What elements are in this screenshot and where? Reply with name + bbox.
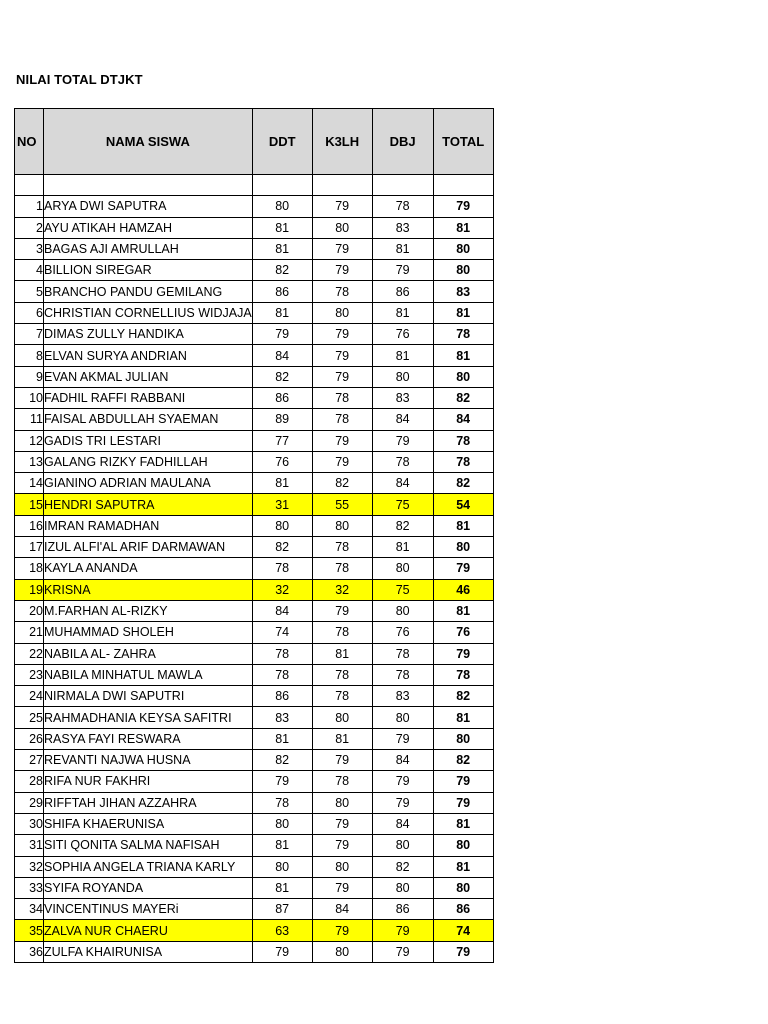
table-row (15, 771, 494, 792)
grades-table (14, 108, 494, 963)
cell-k3lh: 79 (312, 600, 372, 621)
cell-student-name: MUHAMMAD SHOLEH (44, 622, 253, 643)
cell-dbj: 76 (372, 622, 433, 643)
cell-ddt: 81 (252, 238, 312, 259)
cell-k3lh: 78 (312, 409, 372, 430)
cell-k3lh: 79 (312, 430, 372, 451)
cell-k3lh: 78 (312, 622, 372, 643)
cell-student-name: ELVAN SURYA ANDRIAN (44, 345, 253, 366)
cell-dbj: 83 (372, 387, 433, 408)
cell-no: 25 (15, 707, 44, 728)
cell-total: 79 (433, 941, 493, 962)
cell-ddt: 82 (252, 750, 312, 771)
table-row-highlighted (15, 920, 494, 941)
cell-total: 78 (433, 451, 493, 472)
cell-total: 80 (433, 728, 493, 749)
table-row (15, 750, 494, 771)
cell-total: 79 (433, 771, 493, 792)
cell-no: 29 (15, 792, 44, 813)
cell-no: 35 (15, 920, 44, 941)
table-row-highlighted (15, 579, 494, 600)
cell-student-name: IMRAN RAMADHAN (44, 515, 253, 536)
cell-ddt: 83 (252, 707, 312, 728)
table-row (15, 813, 494, 834)
cell-total: 80 (433, 877, 493, 898)
table-row (15, 622, 494, 643)
table-row (15, 217, 494, 238)
cell-total: 81 (433, 302, 493, 323)
cell-student-name: BAGAS AJI AMRULLAH (44, 238, 253, 259)
cell-k3lh: 81 (312, 643, 372, 664)
cell-k3lh: 82 (312, 473, 372, 494)
table-row (15, 686, 494, 707)
cell-student-name: FADHIL RAFFI RABBANI (44, 387, 253, 408)
cell-student-name: BRANCHO PANDU GEMILANG (44, 281, 253, 302)
cell-student-name: NABILA MINHATUL MAWLA (44, 664, 253, 685)
cell-ddt: 79 (252, 771, 312, 792)
table-row (15, 643, 494, 664)
cell-ddt: 82 (252, 260, 312, 281)
cell-k3lh: 78 (312, 387, 372, 408)
cell-k3lh: 55 (312, 494, 372, 515)
document-title: NILAI TOTAL DTJKT (16, 72, 143, 87)
cell-no: 20 (15, 600, 44, 621)
cell-total: 78 (433, 324, 493, 345)
cell-ddt: 86 (252, 686, 312, 707)
cell-dbj: 81 (372, 302, 433, 323)
table-row (15, 515, 494, 536)
cell-student-name: SHIFA KHAERUNISA (44, 813, 253, 834)
spacer-cell (252, 175, 312, 196)
table-row (15, 941, 494, 962)
cell-ddt: 81 (252, 473, 312, 494)
cell-student-name: ZULFA KHAIRUNISA (44, 941, 253, 962)
cell-k3lh: 79 (312, 920, 372, 941)
cell-k3lh: 79 (312, 813, 372, 834)
cell-k3lh: 80 (312, 217, 372, 238)
cell-k3lh: 79 (312, 877, 372, 898)
cell-ddt: 81 (252, 217, 312, 238)
cell-student-name: REVANTI NAJWA HUSNA (44, 750, 253, 771)
cell-student-name: RIFA NUR FAKHRI (44, 771, 253, 792)
cell-k3lh: 79 (312, 324, 372, 345)
header-k3lh: K3LH (312, 109, 372, 175)
cell-student-name: IZUL ALFI'AL ARIF DARMAWAN (44, 537, 253, 558)
cell-no: 6 (15, 302, 44, 323)
spacer-cell (372, 175, 433, 196)
table-row (15, 792, 494, 813)
cell-ddt: 82 (252, 537, 312, 558)
table-row (15, 281, 494, 302)
table-row (15, 877, 494, 898)
cell-student-name: HENDRI SAPUTRA (44, 494, 253, 515)
table-row (15, 728, 494, 749)
cell-k3lh: 79 (312, 366, 372, 387)
cell-ddt: 81 (252, 835, 312, 856)
cell-total: 80 (433, 835, 493, 856)
spacer-cell (433, 175, 493, 196)
cell-student-name: GALANG RIZKY FADHILLAH (44, 451, 253, 472)
cell-k3lh: 80 (312, 792, 372, 813)
cell-student-name: AYU ATIKAH HAMZAH (44, 217, 253, 238)
header-spacer-row (15, 175, 494, 196)
cell-dbj: 81 (372, 238, 433, 259)
cell-student-name: RASYA FAYI RESWARA (44, 728, 253, 749)
cell-dbj: 84 (372, 409, 433, 430)
cell-student-name: KAYLA ANANDA (44, 558, 253, 579)
cell-ddt: 78 (252, 792, 312, 813)
cell-student-name: EVAN AKMAL JULIAN (44, 366, 253, 387)
cell-ddt: 78 (252, 664, 312, 685)
cell-total: 78 (433, 664, 493, 685)
header-total: TOTAL (433, 109, 493, 175)
cell-dbj: 82 (372, 515, 433, 536)
cell-dbj: 82 (372, 856, 433, 877)
cell-total: 81 (433, 707, 493, 728)
cell-no: 13 (15, 451, 44, 472)
cell-k3lh: 79 (312, 750, 372, 771)
table-row-highlighted (15, 494, 494, 515)
table-row (15, 238, 494, 259)
cell-student-name: SOPHIA ANGELA TRIANA KARLY (44, 856, 253, 877)
table-row (15, 366, 494, 387)
cell-dbj: 84 (372, 813, 433, 834)
cell-dbj: 84 (372, 473, 433, 494)
cell-k3lh: 79 (312, 260, 372, 281)
spacer-cell (15, 175, 44, 196)
cell-k3lh: 80 (312, 856, 372, 877)
table-row (15, 409, 494, 430)
cell-total: 80 (433, 366, 493, 387)
cell-dbj: 86 (372, 281, 433, 302)
cell-dbj: 84 (372, 750, 433, 771)
cell-student-name: CHRISTIAN CORNELLIUS WIDJAJA (44, 302, 253, 323)
cell-total: 80 (433, 238, 493, 259)
cell-ddt: 81 (252, 877, 312, 898)
cell-no: 5 (15, 281, 44, 302)
cell-dbj: 83 (372, 217, 433, 238)
cell-no: 2 (15, 217, 44, 238)
cell-no: 23 (15, 664, 44, 685)
cell-dbj: 78 (372, 643, 433, 664)
cell-ddt: 87 (252, 899, 312, 920)
cell-student-name: SYIFA ROYANDA (44, 877, 253, 898)
cell-no: 17 (15, 537, 44, 558)
cell-total: 79 (433, 196, 493, 217)
cell-total: 81 (433, 217, 493, 238)
cell-ddt: 86 (252, 387, 312, 408)
cell-ddt: 80 (252, 196, 312, 217)
table-row (15, 324, 494, 345)
spacer-cell (44, 175, 253, 196)
cell-total: 82 (433, 750, 493, 771)
table-row (15, 451, 494, 472)
cell-no: 4 (15, 260, 44, 281)
cell-ddt: 82 (252, 366, 312, 387)
cell-total: 80 (433, 260, 493, 281)
cell-dbj: 79 (372, 260, 433, 281)
cell-total: 84 (433, 409, 493, 430)
cell-student-name: GIANINO ADRIAN MAULANA (44, 473, 253, 494)
cell-dbj: 81 (372, 537, 433, 558)
cell-student-name: GADIS TRI LESTARI (44, 430, 253, 451)
cell-no: 14 (15, 473, 44, 494)
cell-k3lh: 78 (312, 537, 372, 558)
cell-dbj: 80 (372, 877, 433, 898)
cell-total: 81 (433, 600, 493, 621)
cell-ddt: 63 (252, 920, 312, 941)
header-dbj: DBJ (372, 109, 433, 175)
table-row (15, 899, 494, 920)
cell-ddt: 89 (252, 409, 312, 430)
cell-student-name: SITI QONITA SALMA NAFISAH (44, 835, 253, 856)
cell-student-name: FAISAL ABDULLAH SYAEMAN (44, 409, 253, 430)
cell-no: 26 (15, 728, 44, 749)
cell-no: 9 (15, 366, 44, 387)
cell-total: 86 (433, 899, 493, 920)
cell-k3lh: 78 (312, 558, 372, 579)
cell-no: 27 (15, 750, 44, 771)
cell-no: 21 (15, 622, 44, 643)
cell-no: 24 (15, 686, 44, 707)
table-header-row (15, 109, 494, 175)
cell-ddt: 78 (252, 643, 312, 664)
table-row (15, 707, 494, 728)
header-ddt: DDT (252, 109, 312, 175)
table-row (15, 196, 494, 217)
cell-ddt: 31 (252, 494, 312, 515)
cell-student-name: NIRMALA DWI SAPUTRI (44, 686, 253, 707)
cell-no: 12 (15, 430, 44, 451)
cell-k3lh: 79 (312, 835, 372, 856)
cell-dbj: 79 (372, 792, 433, 813)
cell-k3lh: 79 (312, 238, 372, 259)
table-row (15, 473, 494, 494)
cell-no: 30 (15, 813, 44, 834)
cell-ddt: 78 (252, 558, 312, 579)
cell-student-name: BILLION SIREGAR (44, 260, 253, 281)
cell-dbj: 78 (372, 196, 433, 217)
cell-no: 34 (15, 899, 44, 920)
cell-dbj: 83 (372, 686, 433, 707)
cell-k3lh: 79 (312, 345, 372, 366)
table-row (15, 260, 494, 281)
cell-ddt: 79 (252, 941, 312, 962)
cell-total: 82 (433, 473, 493, 494)
cell-dbj: 79 (372, 728, 433, 749)
cell-student-name: ZALVA NUR CHAERU (44, 920, 253, 941)
cell-no: 32 (15, 856, 44, 877)
cell-student-name: ARYA DWI SAPUTRA (44, 196, 253, 217)
cell-ddt: 81 (252, 728, 312, 749)
cell-no: 19 (15, 579, 44, 600)
cell-k3lh: 79 (312, 451, 372, 472)
cell-total: 80 (433, 537, 493, 558)
cell-total: 81 (433, 856, 493, 877)
header-no: NO (15, 109, 44, 175)
table-row (15, 664, 494, 685)
cell-no: 33 (15, 877, 44, 898)
cell-no: 16 (15, 515, 44, 536)
cell-no: 28 (15, 771, 44, 792)
cell-ddt: 81 (252, 302, 312, 323)
cell-student-name: VINCENTINUS MAYERi (44, 899, 253, 920)
cell-ddt: 84 (252, 345, 312, 366)
cell-ddt: 32 (252, 579, 312, 600)
cell-no: 31 (15, 835, 44, 856)
cell-student-name: RIFFTAH JIHAN AZZAHRA (44, 792, 253, 813)
cell-total: 54 (433, 494, 493, 515)
cell-no: 18 (15, 558, 44, 579)
cell-ddt: 77 (252, 430, 312, 451)
cell-total: 82 (433, 686, 493, 707)
cell-no: 36 (15, 941, 44, 962)
cell-dbj: 78 (372, 664, 433, 685)
cell-k3lh: 78 (312, 686, 372, 707)
cell-k3lh: 32 (312, 579, 372, 600)
cell-dbj: 80 (372, 366, 433, 387)
cell-k3lh: 80 (312, 941, 372, 962)
table-row (15, 387, 494, 408)
cell-k3lh: 78 (312, 771, 372, 792)
cell-ddt: 74 (252, 622, 312, 643)
table-row (15, 835, 494, 856)
spacer-cell (312, 175, 372, 196)
cell-total: 81 (433, 813, 493, 834)
cell-ddt: 80 (252, 515, 312, 536)
cell-total: 82 (433, 387, 493, 408)
cell-total: 81 (433, 515, 493, 536)
cell-ddt: 76 (252, 451, 312, 472)
cell-k3lh: 84 (312, 899, 372, 920)
cell-dbj: 81 (372, 345, 433, 366)
cell-no: 22 (15, 643, 44, 664)
cell-total: 79 (433, 792, 493, 813)
cell-k3lh: 78 (312, 664, 372, 685)
cell-no: 7 (15, 324, 44, 345)
cell-no: 15 (15, 494, 44, 515)
cell-dbj: 80 (372, 835, 433, 856)
cell-student-name: M.FARHAN AL-RIZKY (44, 600, 253, 621)
cell-dbj: 79 (372, 771, 433, 792)
cell-ddt: 84 (252, 600, 312, 621)
cell-total: 76 (433, 622, 493, 643)
table-body (15, 175, 494, 963)
cell-total: 78 (433, 430, 493, 451)
cell-dbj: 80 (372, 707, 433, 728)
cell-total: 81 (433, 345, 493, 366)
cell-total: 79 (433, 643, 493, 664)
cell-ddt: 80 (252, 856, 312, 877)
cell-no: 8 (15, 345, 44, 366)
table-row (15, 856, 494, 877)
cell-total: 83 (433, 281, 493, 302)
cell-student-name: RAHMADHANIA KEYSA SAFITRI (44, 707, 253, 728)
cell-total: 46 (433, 579, 493, 600)
header-name: NAMA SISWA (44, 109, 253, 175)
cell-ddt: 79 (252, 324, 312, 345)
cell-dbj: 79 (372, 920, 433, 941)
table-row (15, 302, 494, 323)
cell-dbj: 86 (372, 899, 433, 920)
cell-dbj: 80 (372, 558, 433, 579)
cell-k3lh: 79 (312, 196, 372, 217)
cell-k3lh: 78 (312, 281, 372, 302)
cell-k3lh: 80 (312, 515, 372, 536)
cell-ddt: 80 (252, 813, 312, 834)
cell-dbj: 75 (372, 494, 433, 515)
cell-no: 11 (15, 409, 44, 430)
cell-k3lh: 80 (312, 302, 372, 323)
cell-student-name: KRISNA (44, 579, 253, 600)
table-row (15, 537, 494, 558)
cell-total: 79 (433, 558, 493, 579)
cell-dbj: 79 (372, 941, 433, 962)
table-row (15, 600, 494, 621)
cell-no: 10 (15, 387, 44, 408)
cell-dbj: 76 (372, 324, 433, 345)
cell-k3lh: 81 (312, 728, 372, 749)
cell-ddt: 86 (252, 281, 312, 302)
table-row (15, 430, 494, 451)
cell-student-name: NABILA AL- ZAHRA (44, 643, 253, 664)
cell-student-name: DIMAS ZULLY HANDIKA (44, 324, 253, 345)
cell-no: 1 (15, 196, 44, 217)
table-row (15, 558, 494, 579)
cell-no: 3 (15, 238, 44, 259)
cell-dbj: 79 (372, 430, 433, 451)
table-row (15, 345, 494, 366)
cell-dbj: 78 (372, 451, 433, 472)
cell-dbj: 75 (372, 579, 433, 600)
cell-total: 74 (433, 920, 493, 941)
cell-k3lh: 80 (312, 707, 372, 728)
cell-dbj: 80 (372, 600, 433, 621)
